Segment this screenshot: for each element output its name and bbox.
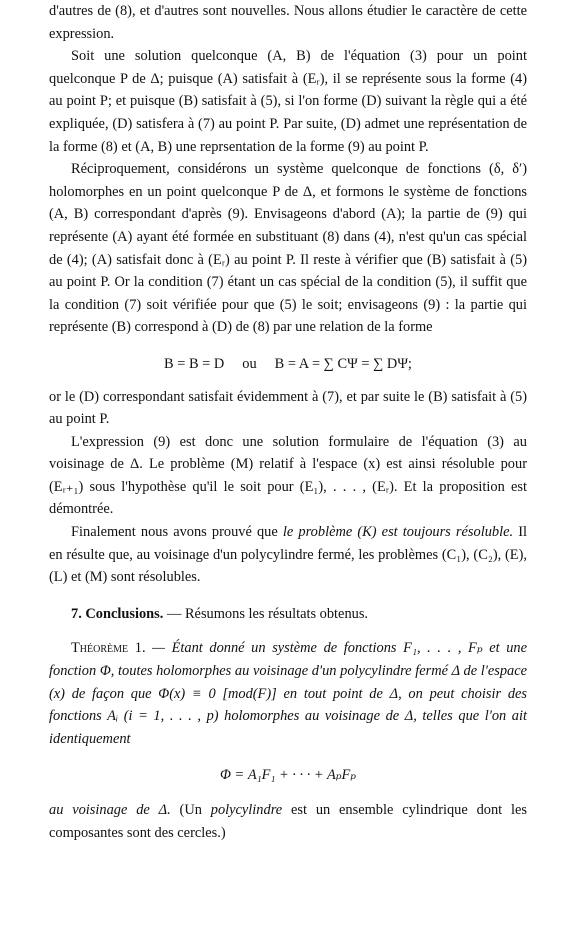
closing-italic: au voisinage de Δ. xyxy=(49,802,171,818)
equation-left: B = B = D xyxy=(164,355,225,372)
final-text-start: Finalement nous avons prouvé que xyxy=(71,524,283,541)
section-title: 7. Conclusions. xyxy=(71,605,164,622)
page-body xyxy=(49,0,527,844)
closing-mid: (Un xyxy=(170,802,211,818)
final-text-end: Il en résulte que, au voisinage d'un polycylindre fermé, les problèmes (C₁), (C₂), (E), (L) et (M) sont résolubles. xyxy=(49,524,528,586)
paragraph-solution: Soit une solution quelconque (A, B) de l'équation (3) pour un point quelconque P de Δ; puisque (A) satisfait à (Eᵣ), il se représente sous la forme (4) au point P; et puisque (B) satisfait à (5), si l'on forme (D) suivant la règle qui a été expliquée, (D) satisfera à (7) au point P. Par suite, (D) admet une représentation de la forme (8) et (A, B) une reprsentation de la forme (9) au point P. xyxy=(49,48,527,155)
paragraph-reciprocal: Réciproquement, considérons un système quelconque de fonctions (δ, δ′) holomorphes en un point quelconque P de Δ, et formons le système de fonctions (A, B) correspondant d'après (9). Envisageons d'abord (A); la partie de (9) qui représente (A) ayant été formée en substituant (8) dans (4), n'est qu'un cas spécial de (4); (A) satisfait donc à (Eᵣ) au point P. Il reste à vérifier que (B) satisfait à (5) au point P. Or la condition (7) étant un cas spécial de la condition (5), il suffit que la condition (7) soit vérifiée pour que (5) le soit; envisageons (9) : la partie qui représente (B) correspond à (D) de (8) par une relation de la forme xyxy=(49,161,527,336)
paragraph-final xyxy=(49,521,527,589)
final-text-italic: le problème (K) est toujours résoluble. xyxy=(282,524,514,541)
theorem-label: Théorème 1. xyxy=(71,640,146,657)
equation-right: B = A = ∑ CΨ = ∑ DΨ; xyxy=(274,355,412,372)
equation-connector: ou xyxy=(242,355,257,372)
theorem-formula: Φ = A₁F₁ + · · · + AₚFₚ xyxy=(219,767,357,784)
section-subtitle: — Résumons les résultats obtenus. xyxy=(163,605,369,622)
theorem-statement xyxy=(49,637,527,750)
closing-end: est un ensemble cylindrique dont les composantes sont des cercles.) xyxy=(49,802,528,841)
closing-italic-term: polycylindre xyxy=(210,802,283,818)
section-heading xyxy=(49,603,527,626)
display-equation xyxy=(49,353,527,376)
paragraph-closing xyxy=(49,799,527,844)
paragraph-after-equation: or le (D) correspondant satisfait évidemment à (7), et par suite le (B) satisfait à (5) au point P. xyxy=(49,388,527,428)
theorem-text: — Étant donné un système de fonctions F₁, . . . , Fₚ et une fonction Φ, toutes holomorphes au voisinage d'un polycylindre fermé Δ de l'espace (x) de façon que Φ(x) ≡ 0 [mod(F)] en tout point de Δ, on peut choisir des fonctions Aᵢ (i = 1, . . . , p) holomorphes au voisinage de Δ, telles que l'on ait identiquement xyxy=(49,640,527,747)
paragraph-continuation: d'autres de (8), et d'autres sont nouvelles. Nous allons étudier le caractère de cette expression. xyxy=(49,3,527,42)
paragraph-expression: L'expression (9) est donc une solution formulaire de l'équation (3) au voisinage de Δ. Le problème (M) relatif à l'espace (x) est ainsi résoluble pour (Eᵣ₊₁) sous l'hypothèse qu'il le soit pour (E₁), . . . , (Eᵣ). Et la proposition est démontrée. xyxy=(49,433,527,518)
